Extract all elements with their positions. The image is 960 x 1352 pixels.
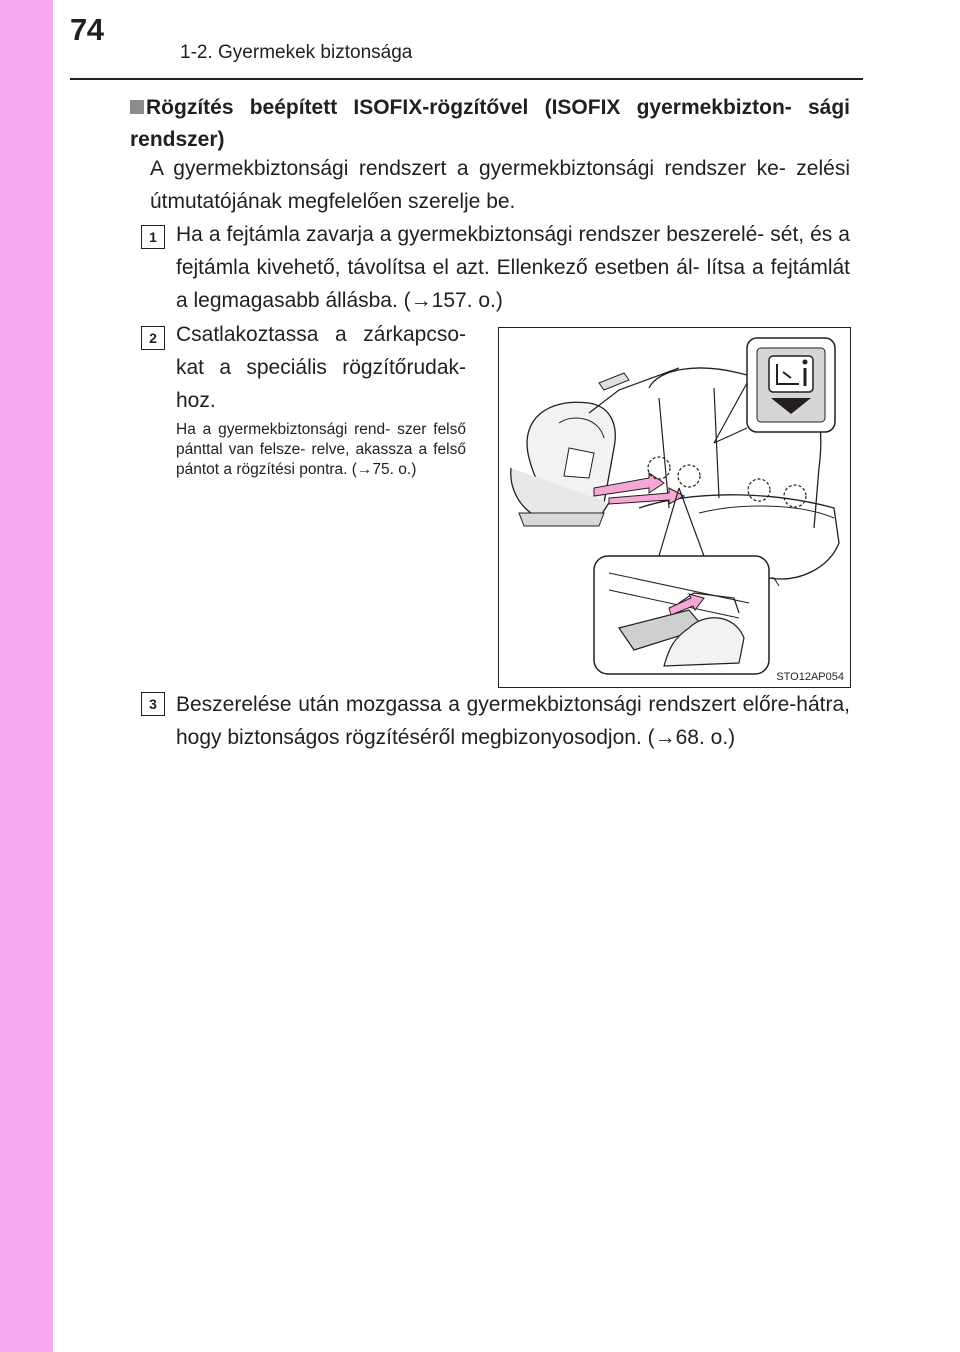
isofix-seat-illustration — [499, 328, 852, 689]
section-heading — [130, 92, 850, 156]
square-bullet-icon — [130, 100, 144, 114]
page-number: 74 — [70, 12, 104, 47]
header-divider — [70, 78, 863, 80]
isofix-installation-figure — [498, 327, 851, 688]
figure-code: STO12AP054 — [776, 671, 844, 683]
step-1-text: Ha a fejtámla zavarja a gyermekbiztonsági rendszer beszerelé- sét, és a fejtámla kivehető, távolítsa el azt. Ellenkező esetben ál- lítsa a fejtámlát a legmagasabb állásba. (→157. o.) — [176, 223, 850, 312]
section-heading-text: Rögzítés beépített ISOFIX-rögzítővel (ISOFIX gyermekbizton- sági rendszer) — [130, 96, 850, 151]
chapter-side-tab — [0, 0, 53, 1352]
step-number-1: 1 — [141, 225, 165, 249]
step-number-2: 2 — [141, 326, 165, 350]
step-number-3: 3 — [141, 692, 165, 716]
step-2-text: Csatlakoztassa a zárkapcso- kat a speciális rögzítőrudak- hoz. — [176, 323, 466, 412]
section-title: 1-2. Gyermekek biztonsága — [180, 42, 413, 63]
step-2-note: Ha a gyermekbiztonsági rend- szer felső pánttal van felsze- relve, akassza a felső pántot a rögzítési pontra. (→75. o.) — [176, 421, 466, 478]
step-3-text: Beszerelése után mozgassa a gyermekbiztonsági rendszert előre-hátra, hogy biztonságos rögzítéséről megbizonyosodjon. (→68. o.) — [176, 693, 850, 749]
intro-paragraph: A gyermekbiztonsági rendszert a gyermekbiztonsági rendszer ke- zelési útmutatójának megfelelően szerelje be. — [150, 157, 850, 213]
